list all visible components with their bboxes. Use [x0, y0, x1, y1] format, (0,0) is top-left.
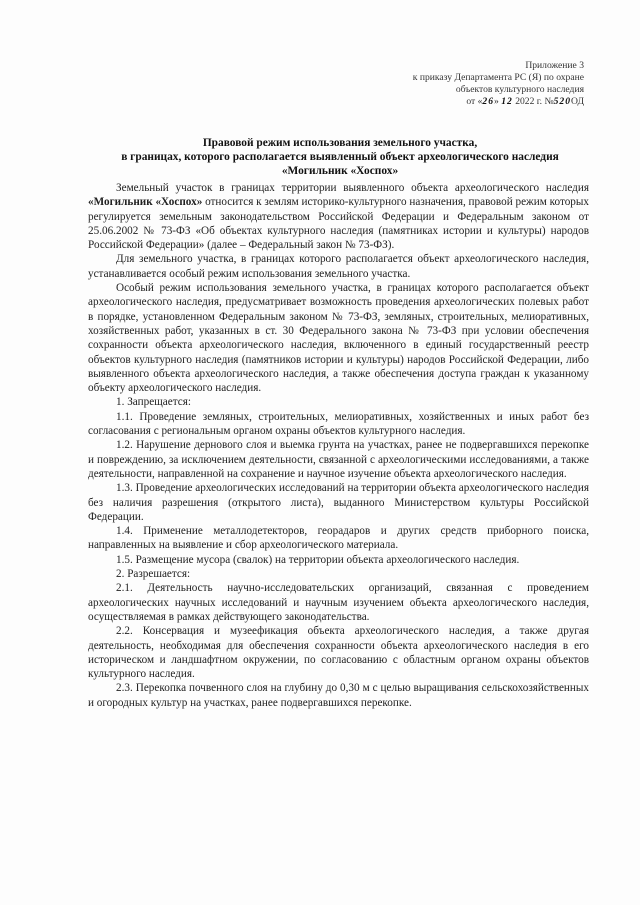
paragraph-text: относится к землям историко-культурного назначения, правовой режим которых регулируется земельным законодательством Российской Федерации и Федеральным законом от 25.06.2002 № 73-ФЗ «Об объектах культурного наследия (памятниках истории и культуры) народов Российской Федерации» (далее – Федеральный закон № 73-ФЗ).: [88, 196, 589, 252]
item-1-2: 1.2. Нарушение дернового слоя и выемка грунта на участках, ранее не подвергавшихся перекопке и повреждению, за исключением деятельности, связанной с археологическими исследованиями, а также деятельности, направленной на сохранение и научное изучение объекта археологического наследия.: [88, 439, 589, 480]
date-month: 12: [501, 96, 513, 107]
date-year: 2022 г. №: [512, 96, 554, 107]
appendix-department: объектов культурного наследия: [455, 84, 584, 95]
date-day: 26: [482, 96, 495, 107]
site-name: «Могильник «Хоспох»: [88, 196, 203, 209]
appendix-date-line: [324, 96, 584, 108]
item-1-1: 1.1. Проведение земляных, строительных, мелиоративных, хозяйственных и иных работ без согласования с региональным органом охраны объектов культурного наследия.: [88, 410, 589, 438]
section-prohibited: 1. Запрещается:: [116, 396, 191, 409]
title-line-2: в границах, которого располагается выявленный объект археологического наследия: [121, 151, 559, 163]
title-line-1: Правовой режим использования земельного участка,: [202, 137, 478, 149]
item-2-3: 2.3. Перекопка почвенного слоя на глубину до 0,30 м с целью выращивания сельскохозяйственных и огородных культур на участках, ранее подвергавшихся перекопке.: [88, 682, 589, 709]
document-body: [88, 181, 589, 710]
item-2-1: 2.1. Деятельность научно-исследовательских организаций, связанная с проведением археологических научных исследований и научным изучением объекта археологического наследия, осуществляемая в рамках действующего законодательства.: [88, 582, 589, 623]
order-suffix: ОД: [571, 96, 584, 107]
item-1-4: 1.4. Применение металлодетекторов, георадаров и других средств приборного поиска, направленных на выявление и сбор археологического материала.: [88, 525, 589, 552]
date-mid: »: [494, 96, 502, 107]
date-prefix: от «: [466, 96, 483, 107]
paragraph-regime-details: Особый режим использования земельного участка, в границах которого располагается объект археологического наследия, предусматривает возможность проведения археологических полевых работ в порядке, установленном Федеральным законом № 73-ФЗ, земляных, строительных, мелиоративных, хозяйственных работ, указанных в ст. 30 Федерального закона № 73-ФЗ при условии обеспечения сохранности объекта археологического наследия, включенного в единый государственный реестр объектов культурного наследия (памятников истории и культуры) народов Российской Федерации, либо выявленного объекта археологического наследия, а также обеспечения доступа граждан к указанному объекту археологического наследия.: [88, 282, 589, 395]
appendix-title: Приложение 3: [525, 60, 584, 71]
document-title: [80, 136, 600, 178]
item-2-2: 2.2. Консервация и музеефикация объекта археологического наследия, а также другая деятельность, необходимая для обеспечения сохранности объекта археологического наследия в его историческом и ландшафтном окружении, по согласованию с областным органом охраны объектов культурного наследия.: [88, 625, 589, 681]
paragraph-land-plot: [88, 181, 589, 252]
section-permitted: 2. Разрешается:: [116, 568, 191, 581]
item-1-5: 1.5. Размещение мусора (свалок) на территории объекта археологического наследия.: [116, 553, 520, 566]
title-line-3: «Могильник «Хоспох»: [281, 165, 399, 177]
item-1-3: 1.3. Проведение археологических исследований на территории объекта археологического наследия без наличия разрешения (открытого листа), выданного Министерством культуры Российской Федерации.: [88, 482, 589, 523]
paragraph-special-regime: Для земельного участка, в границах которого располагается объект археологического наследия, устанавливается особый режим использования земельного участка.: [88, 253, 589, 280]
appendix-header: [324, 60, 584, 108]
order-number: 520: [553, 96, 571, 107]
paragraph-text: Земельный участок в границах территории выявленного объекта археологического наследия: [116, 182, 589, 194]
appendix-order-ref: к приказу Департамента РС (Я) по охране: [412, 72, 584, 83]
